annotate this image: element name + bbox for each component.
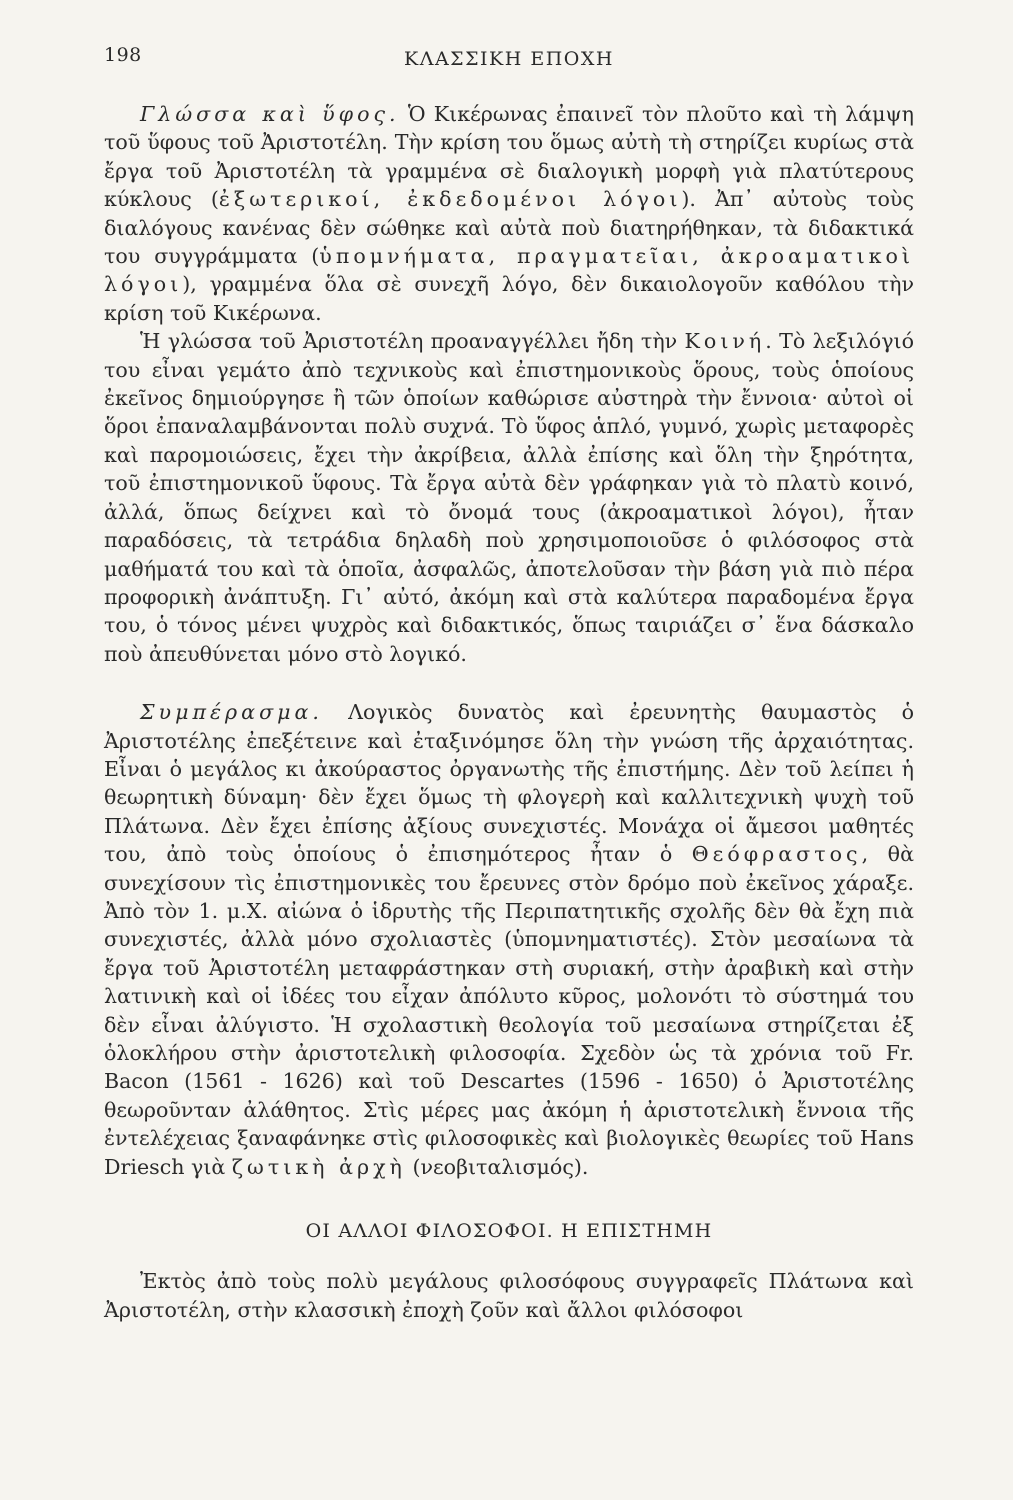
paragraph-other-philosophers: Ἐκτὸς ἀπὸ τοὺς πολὺ μεγάλους φιλοσόφους συγγραφεῖς Πλάτωνα καὶ Ἀριστοτέλη, στὴν κλασσικὴ ἐποχὴ ζοῦν καὶ ἄλλοι φιλόσοφοι — [104, 1269, 914, 1322]
paragraph-text: Ἡ γλώσσα τοῦ Ἀριστοτέλη προαναγγέλλει ἤδη τὴν — [140, 329, 685, 354]
section-heading: ΟΙ ΑΛΛΟΙ ΦΙΛΟΣΟΦΟΙ. Η ΕΠΙΣΤΗΜΗ — [305, 1220, 713, 1243]
paragraph-text: , θὰ συνεχίσουν τὶς ἐπιστημονικὲς του ἔρευνες στὸν δρόμο ποὺ ἐκεῖνος χάραξε. Ἀπὸ τὸν 1. μ.Χ. αἰώνα ὁ ἱδρυτὴς τῆς Περιπατητικῆς σχολῆς δὲν θὰ ἔχη πιὰ συνεχιστές, ἀλλὰ μόνο σχολιαστὲς (ὑπομνηματιστές). Στὸν μεσαίωνα τὰ ἔργα τοῦ Ἀριστοτέλη μεταφράστηκαν στὴ συριακή, στὴν ἀραβικὴ καὶ στὴν λατινικὴ καὶ οἱ ἰδέες του εἶχαν ἀπόλυτο κῦρος, μολονότι τὸ σύστημά του δὲν εἶναι ἀλύγιστο. Ἡ σχολαστικὴ θεολογία τοῦ μεσαίωνα στηρίζεται ἐξ ὁλοκλήρου στὴν ἀριστοτελικὴ φιλοσοφία. Σχεδὸν ὡς τὰ χρόνια τοῦ Fr. Bacon (1561 - 1626) καὶ τοῦ Descartes (1596 - 1650) ὁ Ἀριστοτέλης θεωροῦνταν ἀλάθητος. Στὶς μέρες μας ἀκόμη ἡ ἀριστοτελικὴ ἔννοια τῆς ἐντελέχειας ξαναφάνηκε στὶς φιλοσοφικὲς καὶ βιολογικὲς θεωρίες τοῦ Hans Driesch γιὰ — [104, 842, 914, 1179]
paragraph-text: (νεοβιταλισμός). — [405, 1154, 589, 1179]
spaced-term: Θεόφραστος — [691, 842, 862, 867]
body-text — [104, 100, 914, 1324]
spaced-term: Κοινή — [684, 329, 766, 354]
paragraph-language-style — [104, 100, 914, 327]
page-number: 198 — [104, 44, 142, 66]
paragraph-text: ). Ἀπ᾽ αὐτοὺς τοὺς διαλόγους κανένας δὲν σώθηκε καὶ αὐτὰ ποὺ διατηρήθηκαν, τὰ διδακτικά του συγγράμματα ( — [104, 187, 914, 269]
paragraph-conclusion — [104, 698, 914, 1181]
paragraph-text: Λογικὸς δυνατὸς καὶ ἐρευνητὴς θαυμαστὸς ὁ Ἀριστοτέλης ἐπεξέτεινε καὶ ἐταξινόμησε ὅλη τὴν γνώση τῆς ἀρχαιότητας. Εἶναι ὁ μεγάλος κι ἀκούραστος ὀργανωτὴς τῆς ἐπιστήμης. Δὲν τοῦ λείπει ἡ θεωρητικὴ δύναμη· δὲν ἔχει ὅμως τὴ φλογερὴ καὶ καλλιτεχνικὴ ψυχὴ τοῦ Πλάτωνα. Δὲν ἔχει ἐπίσης ἀξίους συνεχιστές. Μονάχα οἱ ἄμεσοι μαθητές του, ἀπὸ τοὺς ὁποίους ὁ ἐπισημότερος ἦταν ὁ — [104, 700, 914, 867]
spaced-term: ἐξωτερικοί, ἐκδεδομένοι λόγοι — [218, 187, 682, 212]
paragraph-text: Ὁ Κικέρωνας ἐπαινεῖ τὸν πλοῦτο καὶ τὴ λάμψη τοῦ ὕφους τοῦ Ἀριστοτέλη. Τὴν κρίση του ὅμως αὐτὴ τὴ στηρίζει κυρίως στὰ ἔργα τοῦ Ἀριστοτέλη τὰ γραμμένα σὲ διαλογικὴ μορφὴ γιὰ πλατύτερους κύκλους ( — [104, 102, 915, 212]
paragraph-lead: Γλώσσα καὶ ὕφος. — [140, 102, 400, 126]
spaced-term: ζωτικὴ ἀρχὴ — [231, 1154, 406, 1179]
page-header — [104, 44, 914, 76]
paragraph-lead: Συμπέρασμα. — [140, 700, 323, 725]
paragraph-text: ), γραμμένα ὅλα σὲ συνεχῆ λόγο, δὲν δικαιολογοῦν καθόλου τὴν κρίση τοῦ Κικέρωνα. — [104, 272, 914, 325]
running-title: ΚΛΑΣΣΙΚΗ ΕΠΟΧΗ — [404, 48, 614, 70]
paragraph-text: . Τὸ λεξιλόγιό του εἶναι γεμάτο ἀπὸ τεχνικοὺς καὶ ἐπιστημονικοὺς ὅρους, τοὺς ὁποίους ἐκεῖνος δημιούργησε ἢ τῶν ὁποίων καθώρισε αὐστηρὰ τὴν ἔννοια· αὐτοὶ οἱ ὅροι ἐπαναλαμβάνονται πολὺ συχνά. Τὸ ὕφος ἁπλό, γυμνό, χωρὶς μεταφορὲς καὶ παρομοιώσεις, ἔχει τὴν ἀκρίβεια, ἀλλὰ ἐπίσης καὶ ὅλη τὴν ξηρότητα, τοῦ ἐπιστημονικοῦ ὕφους. Τὰ ἔργα αὐτὰ δὲν γράφηκαν γιὰ τὸ πλατὺ κοινό, ἀλλά, ὅπως δείχνει καὶ τὸ ὄνομά τους (ἀκροαματικοὶ λόγοι), ἦταν παραδόσεις, τὰ τετράδια δηλαδὴ ποὺ χρησιμοποιοῦσε ὁ φιλόσοφος στὰ μαθήματά του καὶ τὰ ὁποῖα, ἀσφαλῶς, ἀποτελοῦσαν τὴν βάση γιὰ πιὸ πέρα προφορικὴ ἀνάπτυξη. Γι᾽ αὐτό, ἀκόμη καὶ στὰ καλύτερα παραδομένα ἔργα του, ὁ τόνος μένει ψυχρὸς καὶ διδακτικός, ὅπως ταιριάζει σ᾽ ἕνα δάσκαλο ποὺ ἀπευθύνεται μόνο στὸ λογικό. — [104, 329, 914, 666]
paragraph-koine — [104, 327, 914, 668]
spaced-term: ὑπομνήματα, πραγματεῖαι, ἀκροαματικοὶ λόγοι — [104, 244, 914, 297]
